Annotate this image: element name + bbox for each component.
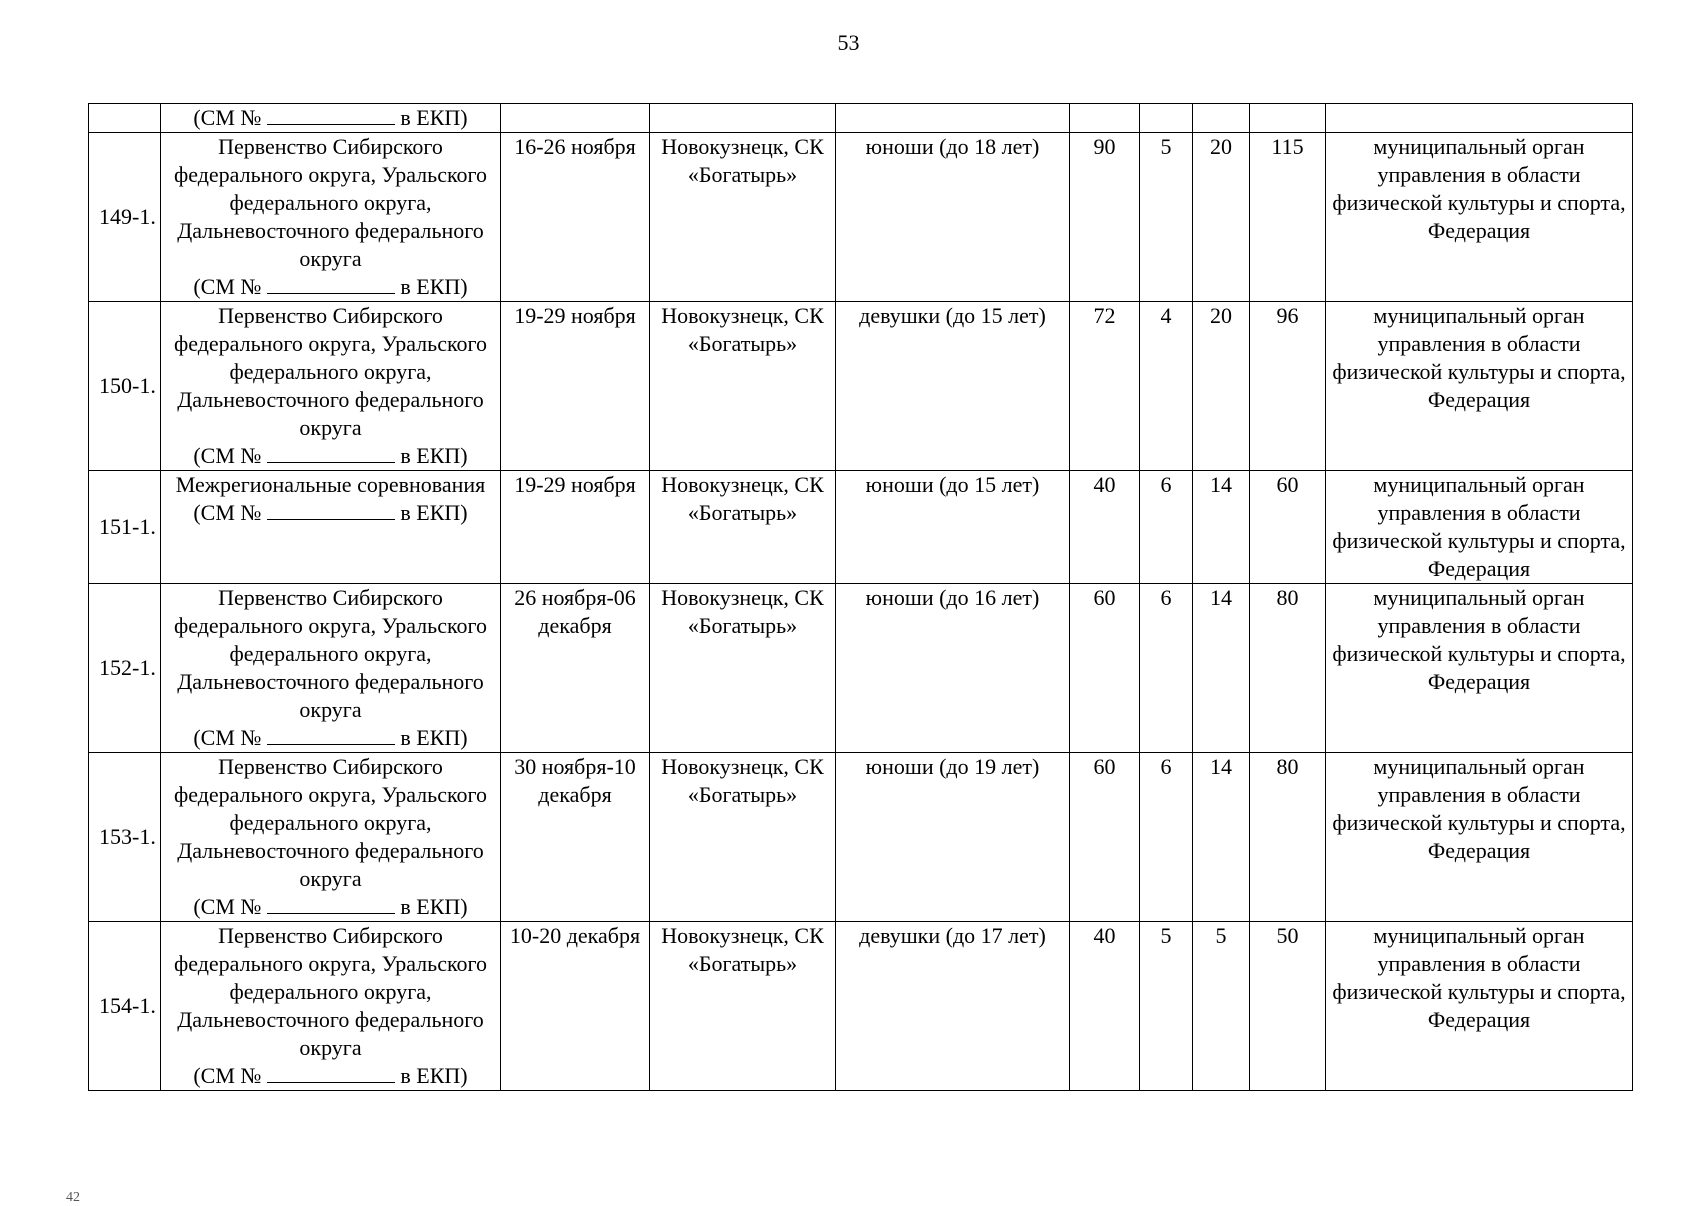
cell-category: юноши (до 18 лет) [836,133,1070,302]
cell-place: Новокузнецк, СК «Богатырь» [650,922,836,1091]
cell-num: 154-1. [89,922,161,1091]
cell-total: 60 [1250,471,1326,584]
cell-organizer: муниципальный орган управления в области физической культуры и спорта, Федерация [1326,753,1633,922]
cell-organizer: муниципальный орган управления в области физической культуры и спорта, Федерация [1326,133,1633,302]
cell-dates: 19-29 ноября [501,302,650,471]
event-code: (СМ № в ЕКП) [193,274,468,299]
cell-place: Новокузнецк, СК «Богатырь» [650,584,836,753]
cell-category [836,104,1070,133]
cell-coaches: 6 [1140,753,1193,922]
code-blank [267,273,395,294]
cell-category: девушки (до 15 лет) [836,302,1070,471]
cell-organizer: муниципальный орган управления в области физической культуры и спорта, Федерация [1326,302,1633,471]
cell-name [161,471,501,584]
event-name: Межрегиональные соревнования [175,472,486,497]
cell-name [161,753,501,922]
code-blank [267,104,395,125]
cell-num [89,104,161,133]
cell-dates: 26 ноября-06 декабря [501,584,650,753]
code-blank [267,893,395,914]
cell-athletes: 72 [1070,302,1140,471]
cell-num: 150-1. [89,302,161,471]
cell-coaches: 6 [1140,584,1193,753]
cell-athletes: 90 [1070,133,1140,302]
event-name: Первенство Сибирского федерального округа, Уральского федерального округа, Дальневосточного федерального округа [173,303,488,440]
cell-total: 80 [1250,584,1326,753]
table-row-continuation [89,104,1633,133]
cell-coaches: 6 [1140,471,1193,584]
event-name: Первенство Сибирского федерального округа, Уральского федерального округа, Дальневосточного федерального округа [173,134,488,271]
cell-organizer: муниципальный орган управления в области физической культуры и спорта, Федерация [1326,471,1633,584]
table-row [89,584,1633,753]
cell-coaches: 5 [1140,133,1193,302]
cell-judges: 20 [1193,133,1250,302]
cell-place [650,104,836,133]
footer-mark: 42 [66,1190,80,1205]
cell-total: 50 [1250,922,1326,1091]
cell-total: 115 [1250,133,1326,302]
event-name: Первенство Сибирского федерального округа, Уральского федерального округа, Дальневосточного федерального округа [173,754,488,891]
cell-coaches: 4 [1140,302,1193,471]
cell-place: Новокузнецк, СК «Богатырь» [650,753,836,922]
cell-num: 151-1. [89,471,161,584]
events-table [88,103,1633,1091]
cell-total: 96 [1250,302,1326,471]
cell-judges: 20 [1193,302,1250,471]
cell-dates: 30 ноября-10 декабря [501,753,650,922]
cell-athletes: 60 [1070,584,1140,753]
cell-athletes: 40 [1070,922,1140,1091]
cell-category: девушки (до 17 лет) [836,922,1070,1091]
table-row [89,753,1633,922]
cell-judges: 14 [1193,471,1250,584]
page-number: 53 [837,30,860,55]
cell-judges [1193,104,1250,133]
cell-organizer [1326,104,1633,133]
event-name: Первенство Сибирского федерального округа, Уральского федерального округа, Дальневосточного федерального округа [173,923,488,1060]
table-row [89,922,1633,1091]
cell-name [161,922,501,1091]
cell-judges: 14 [1193,584,1250,753]
cell-category: юноши (до 15 лет) [836,471,1070,584]
cell-total: 80 [1250,753,1326,922]
cell-place: Новокузнецк, СК «Богатырь» [650,471,836,584]
cell-num: 153-1. [89,753,161,922]
cell-place: Новокузнецк, СК «Богатырь» [650,302,836,471]
cell-category: юноши (до 19 лет) [836,753,1070,922]
table-row [89,302,1633,471]
code-blank [267,1062,395,1083]
code-blank [267,499,395,520]
cell-category: юноши (до 16 лет) [836,584,1070,753]
cell-athletes: 60 [1070,753,1140,922]
event-code: (СМ № в ЕКП) [193,725,468,750]
cell-place: Новокузнецк, СК «Богатырь» [650,133,836,302]
cell-dates: 10-20 декабря [501,922,650,1091]
cell-name [161,133,501,302]
event-code: (СМ № в ЕКП) [193,894,468,919]
cell-name [161,584,501,753]
cell-organizer: муниципальный орган управления в области физической культуры и спорта, Федерация [1326,922,1633,1091]
cell-dates [501,104,650,133]
cell-judges: 5 [1193,922,1250,1091]
cell-num: 149-1. [89,133,161,302]
table-row [89,133,1633,302]
cell-coaches: 5 [1140,922,1193,1091]
event-code: (СМ № в ЕКП) [193,443,468,468]
cell-num: 152-1. [89,584,161,753]
cell-dates: 19-29 ноября [501,471,650,584]
event-code: (СМ № в ЕКП) [193,500,468,525]
cell-athletes [1070,104,1140,133]
cell-name [161,104,501,133]
cell-total [1250,104,1326,133]
event-code: (СМ № в ЕКП) [193,1063,468,1088]
cell-dates: 16-26 ноября [501,133,650,302]
code-blank [267,442,395,463]
event-name: Первенство Сибирского федерального округа, Уральского федерального округа, Дальневосточного федерального округа [173,585,488,722]
code-blank [267,724,395,745]
cell-organizer: муниципальный орган управления в области физической культуры и спорта, Федерация [1326,584,1633,753]
event-code: (СМ № в ЕКП) [193,105,468,130]
cell-name [161,302,501,471]
table-row [89,471,1633,584]
cell-athletes: 40 [1070,471,1140,584]
cell-coaches [1140,104,1193,133]
cell-judges: 14 [1193,753,1250,922]
